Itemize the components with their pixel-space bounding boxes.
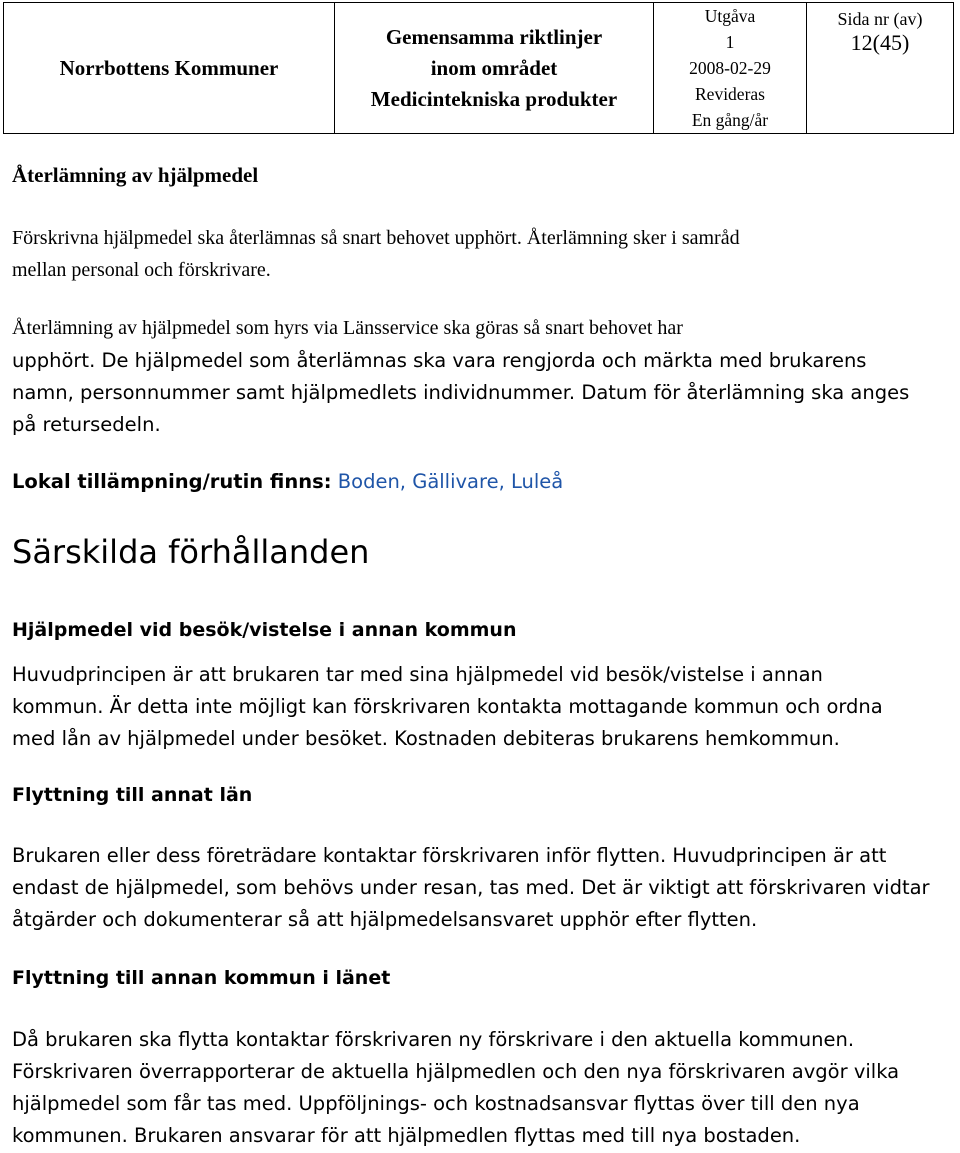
header-page (807, 3, 954, 134)
local-routine (12, 470, 563, 493)
text-line: Förskrivna hjälpmedel ska återlämnas så snart behovet upphört. Återlämning sker i samråd (12, 227, 740, 249)
text-line: Då brukaren ska flytta kontaktar förskrivaren ny förskrivare i den aktuella kommunen. (12, 1028, 855, 1051)
text-line: Förskrivaren överrapporterar de aktuella hjälpmedlen och den nya förskrivaren avgör vilka (12, 1060, 900, 1083)
paragraph-return-3 (12, 345, 960, 441)
header-edition (654, 3, 807, 134)
text-line: med lån av hjälpmedel under besöket. Kostnaden debiteras brukarens hemkommun. (12, 727, 840, 750)
paragraph-return-1 (12, 223, 960, 286)
org-name: Norrbottens Kommuner (59, 55, 279, 80)
text-line: namn, personnummer samt hjälpmedlets individnummer. Datum för återlämning ska anges (12, 381, 910, 404)
text-line: kommunen. Brukaren ansvarar för att hjälpmedlen flyttas med till nya bostaden. (12, 1124, 801, 1147)
text-line: Huvudprincipen är att brukaren tar med sina hjälpmedel vid besök/vistelse i annan (12, 663, 823, 686)
local-routine-places: Boden, Gällivare, Luleå (337, 470, 564, 493)
document-header (3, 2, 954, 134)
header-title (335, 3, 654, 134)
revise-frequency: En gång/år (691, 110, 769, 130)
local-routine-label: Lokal tillämpning/rutin finns: (12, 470, 332, 493)
text-line: endast de hjälpmedel, som behövs under resan, tas med. Det är viktigt att förskrivaren vidtar (12, 876, 930, 899)
header-org (4, 3, 335, 134)
paragraph-return-2 (12, 313, 960, 345)
text-line: åtgärder och dokumenterar så att hjälpmedelsansvaret upphör efter flytten. (12, 908, 758, 931)
section-heading-return: Återlämning av hjälpmedel (12, 163, 259, 187)
paragraph-move-municipality (12, 1024, 960, 1152)
text-line: Brukaren eller dess företrädare kontaktar förskrivaren inför flytten. Huvudprincipen är att (12, 844, 887, 867)
text-line: Återlämning av hjälpmedel som hyrs via Länsservice ska göras så snart behovet har (12, 317, 683, 339)
text-line: hjälpmedel som får tas med. Uppföljnings- och kostnadsansvar flyttas över till den nya (12, 1092, 860, 1115)
edition-date: 2008-02-29 (689, 58, 771, 78)
text-line: på retursedeln. (12, 413, 161, 436)
text-line: mellan personal och förskrivare. (12, 258, 271, 281)
revise-label: Revideras (695, 84, 765, 104)
paragraph-move-county (12, 840, 960, 936)
paragraph-visit (12, 659, 960, 755)
title-line: Medicintekniska produkter (370, 86, 618, 111)
edition-number: 1 (725, 32, 735, 52)
subheading-move-county: Flyttning till annat län (12, 784, 253, 806)
title-line: inom området (430, 55, 558, 80)
page-number: 12(45) (850, 30, 910, 55)
subheading-visit: Hjälpmedel vid besök/vistelse i annan kommun (12, 619, 517, 641)
title-line: Gemensamma riktlinjer (385, 24, 603, 49)
edition-label: Utgåva (704, 6, 756, 26)
section-heading-special: Särskilda förhållanden (12, 533, 370, 571)
subheading-move-municipality: Flyttning till annan kommun i länet (12, 967, 391, 989)
text-line: kommun. Är detta inte möjligt kan förskrivaren kontakta mottagande kommun och ordna (12, 695, 883, 718)
text-line: upphört. De hjälpmedel som återlämnas ska vara rengjorda och märkta med brukarens (12, 349, 867, 372)
page-label: Sida nr (av) (837, 9, 923, 29)
